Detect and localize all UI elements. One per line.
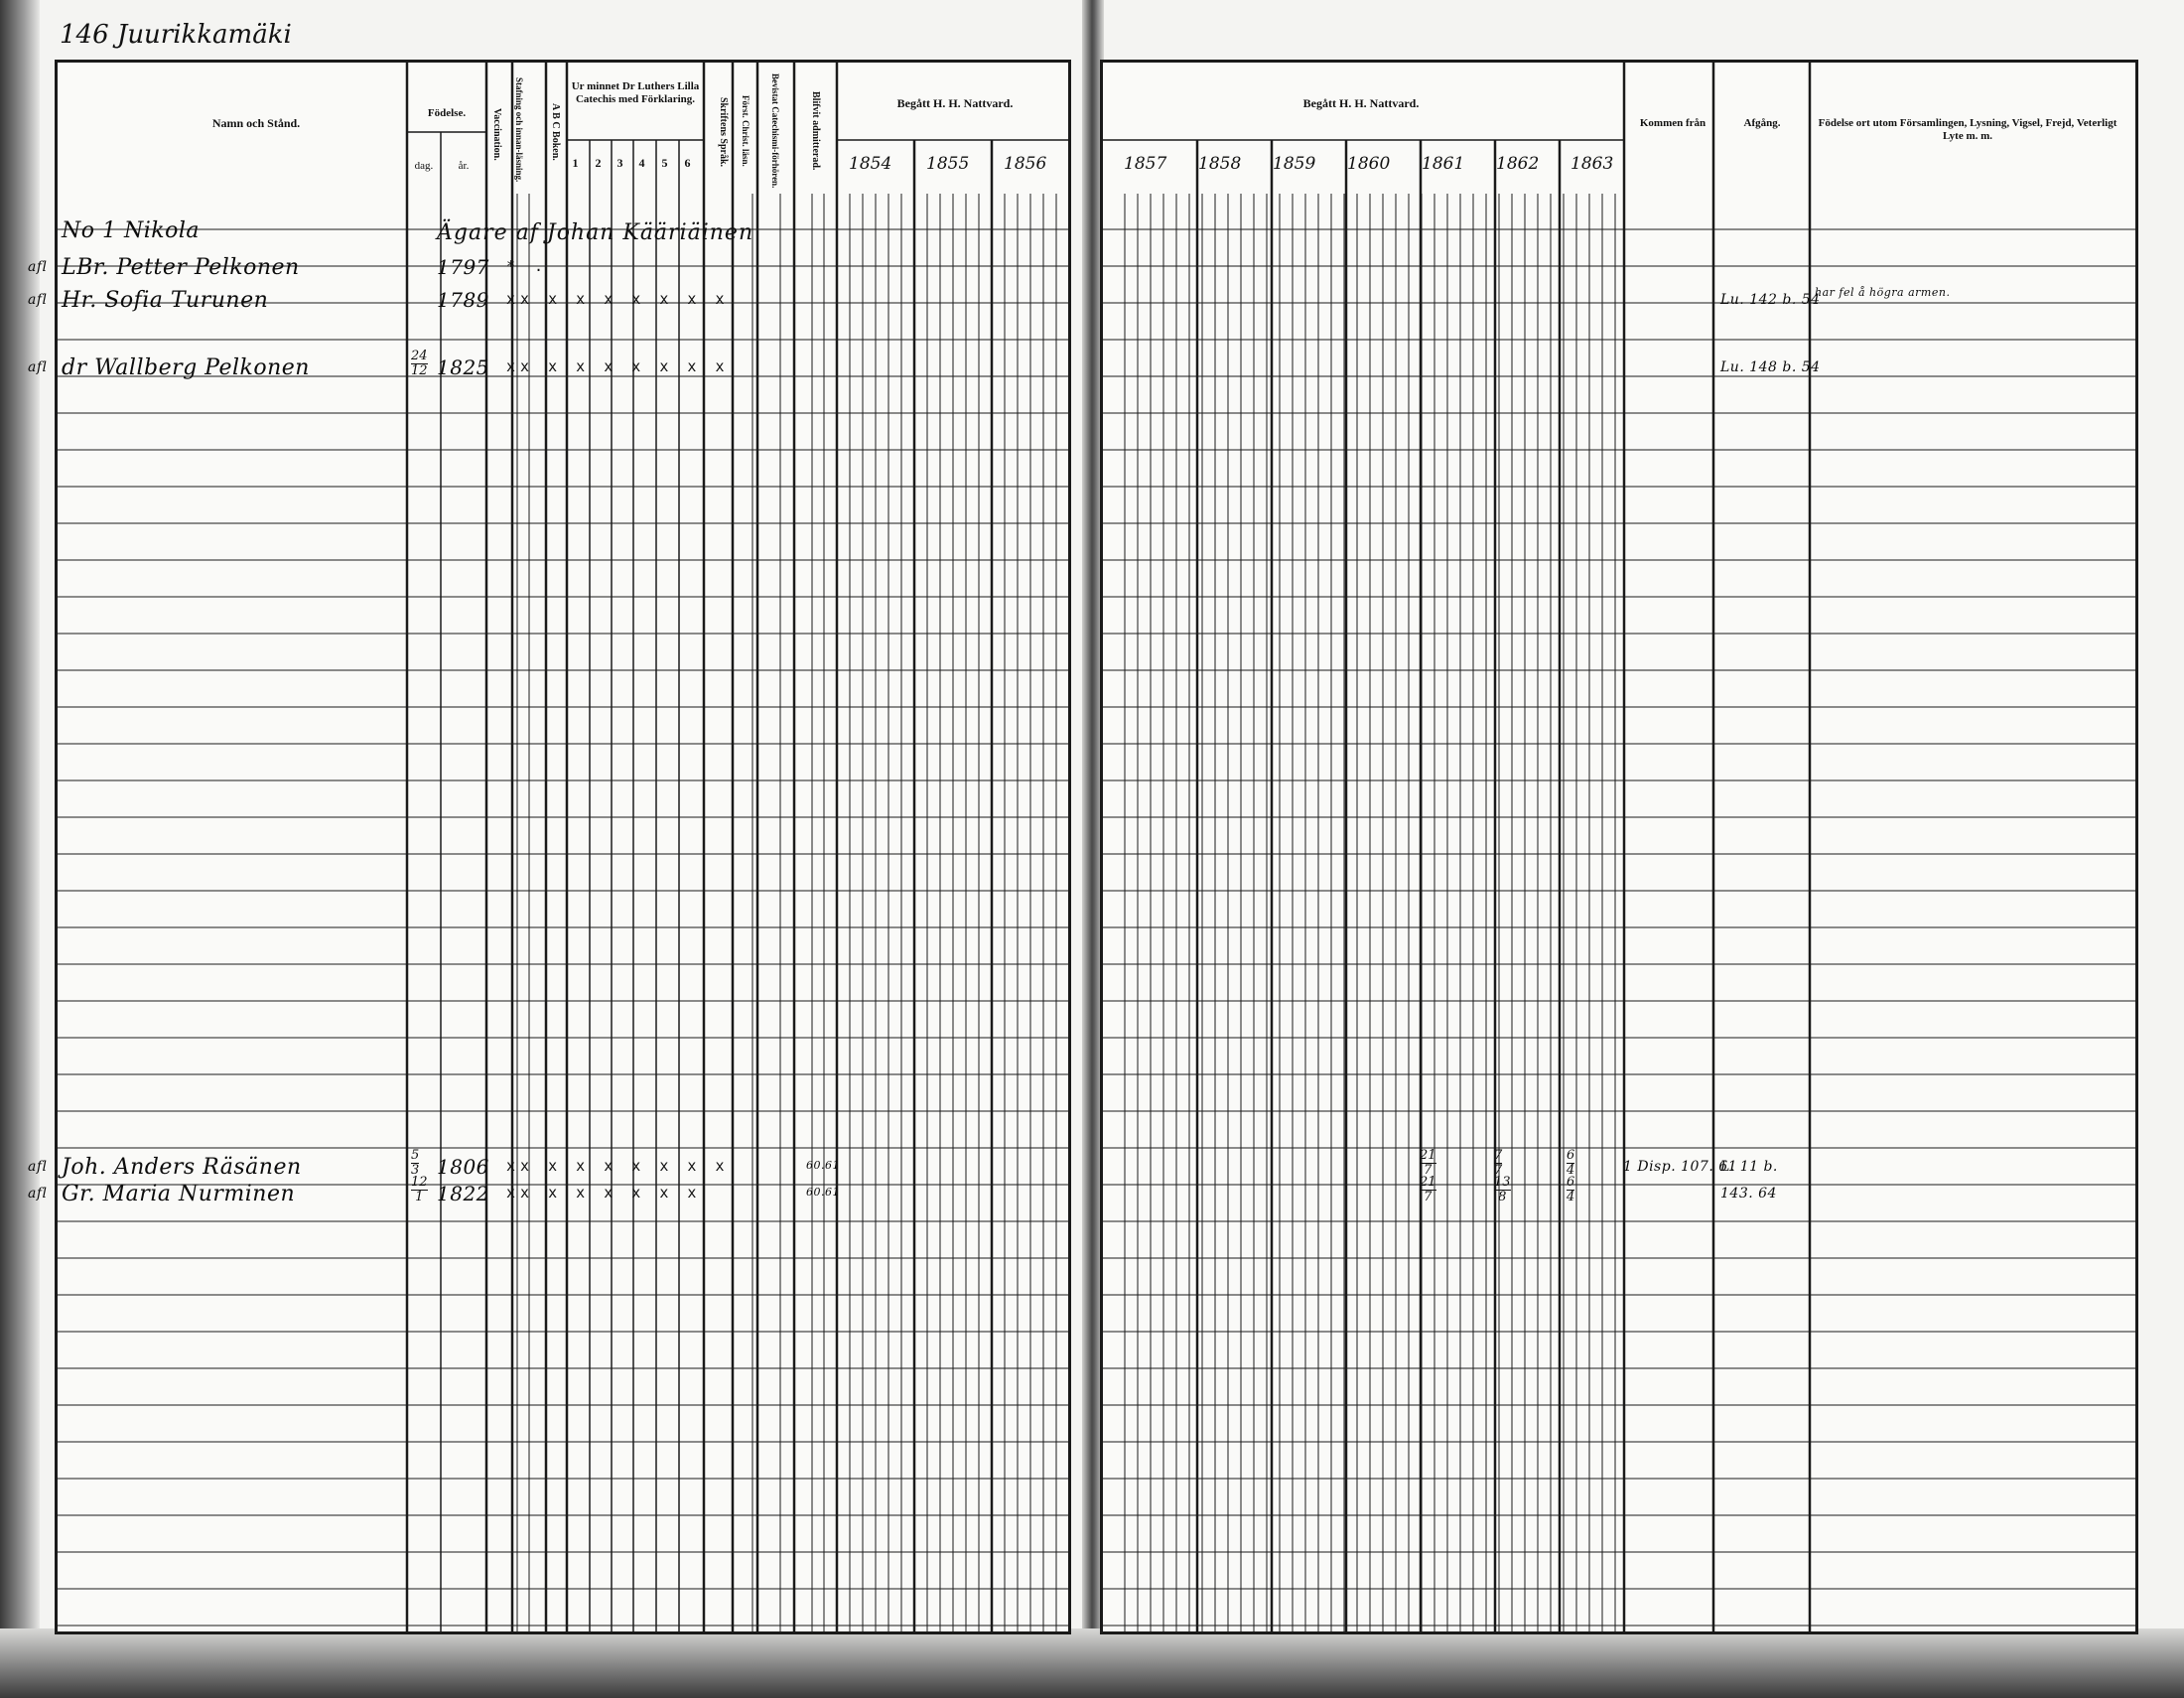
entry-margin-note: afl — [28, 292, 48, 308]
year-header-1860: 1860 — [1347, 154, 1391, 174]
entry-admitted: 60.61 — [806, 1186, 840, 1199]
header-communion-right: Begått H. H. Nattvard. — [1302, 96, 1420, 110]
header-vaccination: Vaccination. — [491, 108, 502, 161]
entry-name: dr Wallberg Pelkonen — [62, 355, 310, 380]
entry-reading-marks: xx x x x x x x x — [506, 290, 730, 308]
entry-birth-year: 1797 — [437, 255, 489, 279]
entry-margin-note: afl — [28, 259, 48, 275]
year-header-1854: 1854 — [849, 154, 892, 174]
entry-name: Hr. Sofia Turunen — [62, 288, 269, 313]
entry-departure: Lu. 142 b. 54 — [1720, 292, 1821, 308]
catechism-col-5: 5 — [661, 156, 668, 170]
header-arrived: Kommen från — [1639, 117, 1706, 129]
entry-communion-1863: $\frac{6}{4}$ — [1567, 1175, 1575, 1204]
entry-name: Gr. Maria Nurminen — [62, 1182, 296, 1206]
entry-communion-1862: $\frac{13}{8}$ — [1494, 1175, 1511, 1204]
entry-name: No 1 Nikola — [62, 218, 200, 243]
entry-reading-marks: * . — [506, 257, 549, 275]
year-header-1861: 1861 — [1422, 154, 1465, 174]
year-header-1855: 1855 — [926, 154, 970, 174]
entry-birth-day: $\frac{5}{3}$ — [411, 1148, 420, 1178]
year-header-1856: 1856 — [1004, 154, 1047, 174]
entry-name: Joh. Anders Räsänen — [62, 1155, 302, 1180]
catechism-col-3: 3 — [616, 156, 623, 170]
entry-birth-day: $\frac{12}{1}$ — [411, 1175, 428, 1204]
catechism-col-4: 4 — [638, 156, 645, 170]
entry-birth-year: 1822 — [437, 1182, 489, 1205]
entry-birth-year: 1806 — [437, 1155, 489, 1179]
header-reading: Stafning och innan-läsning. — [514, 77, 524, 183]
book-bottom-shadow — [0, 1628, 2184, 1698]
entry-communion-1863: $\frac{6}{4}$ — [1567, 1148, 1575, 1178]
catechism-col-1: 1 — [572, 156, 579, 170]
year-header-1863: 1863 — [1570, 154, 1614, 174]
header-christian-reading: Först. Christ. läsn. — [741, 95, 751, 167]
entry-reading-marks: xx x x x x x x x — [506, 1157, 730, 1175]
right-page-ruling — [1103, 63, 2135, 1631]
page-heading: 146 Juurikkamäki — [60, 20, 292, 50]
header-communion-left: Begått H. H. Nattvard. — [896, 96, 1014, 110]
entry-reading-marks: xx x x x x x x — [506, 1184, 702, 1202]
entry-communion-1862: $\frac{7}{7}$ — [1494, 1148, 1503, 1178]
entry-reading-marks: xx x x x x x x x — [506, 357, 730, 375]
catechism-col-2: 2 — [595, 156, 602, 170]
header-birth-day: dag. — [414, 160, 434, 172]
book-edge — [0, 0, 40, 1648]
entry-margin-note: afl — [28, 1186, 48, 1202]
entry-birth-day: $\frac{24}{12}$ — [411, 349, 428, 378]
right-page — [1100, 60, 2138, 1634]
entry-note: har fel å högra armen. — [1815, 286, 1951, 299]
header-birth: Födelse. — [427, 107, 467, 119]
entry-admitted: 60.61 — [806, 1159, 840, 1172]
entry-birth-year: 1825 — [437, 355, 489, 379]
entry-margin-note: afl — [28, 359, 48, 375]
header-scripture: Skriftens Språk. — [718, 96, 729, 167]
entry-communion-1861: $\frac{21}{7}$ — [1420, 1175, 1436, 1204]
header-notes: Födelse ort utom Församlingen, Lysning, Vigsel, Frejd, Veterligt Lyte m. m. — [1818, 117, 2117, 142]
entry-birth-year: 1789 — [437, 288, 489, 312]
entry-arrived: 1 Disp. 107. 61 — [1623, 1159, 1738, 1175]
entry-departure: 143. 64 — [1720, 1186, 1777, 1202]
entry-departure: L. 11 b. — [1720, 1159, 1778, 1175]
entry-reading-marks: Ägare af Johan Kääriäinen — [437, 220, 754, 245]
header-name: Namn och Stånd. — [211, 116, 301, 130]
entry-departure: Lu. 148 b. 54 — [1720, 359, 1821, 375]
year-header-1859: 1859 — [1273, 154, 1316, 174]
header-catechism: Ur minnet Dr Luthers Lilla Catechis med Förklaring. — [571, 80, 700, 105]
year-header-1858: 1858 — [1198, 154, 1242, 174]
year-header-1862: 1862 — [1496, 154, 1540, 174]
header-departure: Afgång. — [1743, 117, 1781, 129]
entry-name: LBr. Petter Pelkonen — [62, 255, 300, 280]
header-birth-year: år. — [458, 160, 470, 172]
header-admitted: Blifvit admitterad. — [810, 91, 821, 171]
header-abc: A B C Boken. — [550, 103, 561, 161]
entry-margin-note: afl — [28, 1159, 48, 1175]
year-header-1857: 1857 — [1124, 154, 1167, 174]
header-catechist: Bevistat Catechismi-förhören. — [770, 73, 780, 189]
entry-communion-1861: $\frac{21}{7}$ — [1420, 1148, 1436, 1178]
catechism-col-6: 6 — [684, 156, 691, 170]
